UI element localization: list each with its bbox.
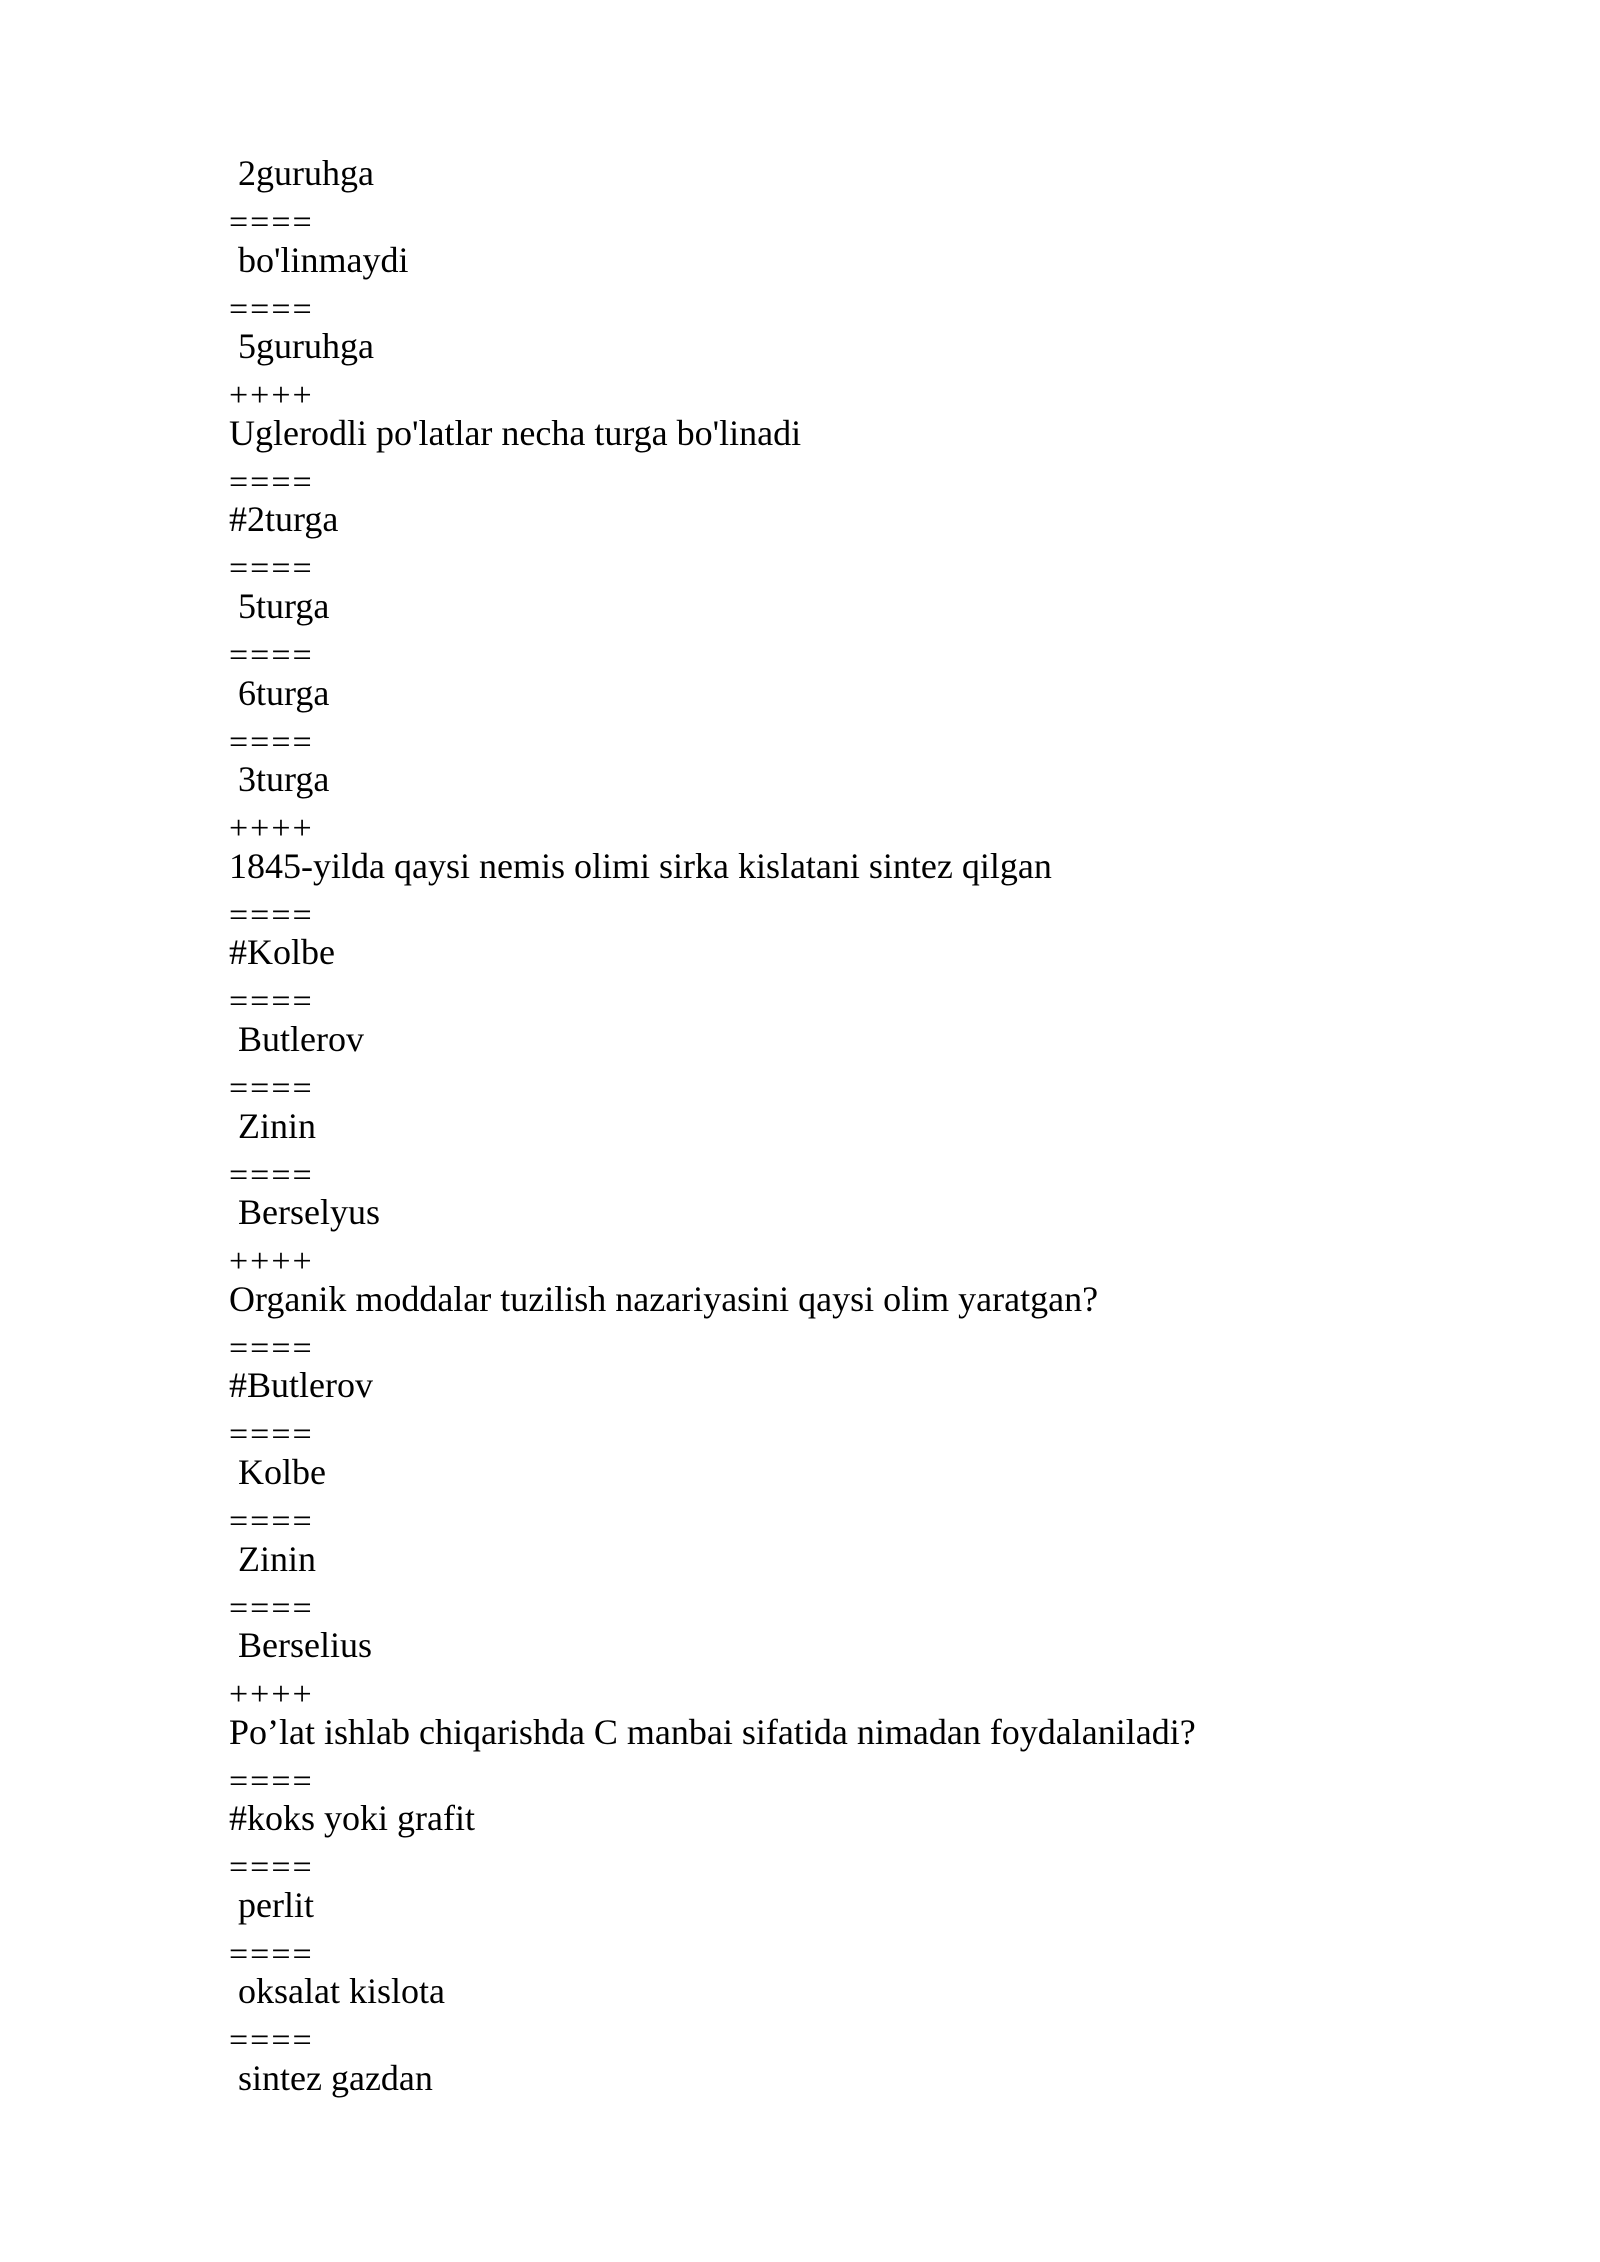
quiz-line-text: 5guruhga [229,326,374,367]
quiz-line-text: Uglerodli po'latlar necha turga bo'linadi [229,412,802,453]
quiz-line [229,1189,1479,1281]
quiz-line [229,670,1479,761]
option-separator: ==== [229,1502,314,1540]
quiz-line-text: #Kolbe [229,932,335,973]
quiz-line [229,1795,1479,1887]
quiz-text-body [229,150,1479,2142]
quiz-line [229,583,1479,674]
quiz-line [229,1882,1479,1973]
quiz-line-text: 6turga [229,672,330,713]
option-separator: ==== [229,1416,314,1454]
option-separator: ==== [229,463,314,501]
option-separator: ==== [229,290,314,328]
option-separator: ==== [229,983,314,1021]
quiz-line-text: #koks yoki grafit [229,1798,475,1839]
quiz-line [229,929,1479,1021]
quiz-line [229,323,1479,415]
option-separator: ==== [229,1069,314,1107]
option-separator: ==== [229,1329,314,1367]
quiz-line-text: Zinin [229,1538,316,1579]
quiz-line-text: Berselius [229,1625,372,1666]
option-separator: ==== [229,723,314,761]
quiz-line [229,1536,1479,1627]
quiz-line-text: 2guruhga [229,153,374,193]
quiz-line-text: Butlerov [229,1018,364,1059]
quiz-line-text: Zinin [229,1105,316,1146]
option-separator: ==== [229,1589,314,1627]
question-separator: ++++ [229,377,314,415]
quiz-line-text: Berselyus [229,1192,380,1233]
quiz-line [229,1968,1479,2060]
option-separator: ==== [229,1156,314,1194]
quiz-line [229,843,1479,934]
quiz-line-text: Organik moddalar tuzilish nazariyasini qaysi olim yaratgan? [229,1278,1099,1319]
quiz-line [229,1622,1479,1714]
quiz-line [229,410,1479,501]
quiz-line-text: #Butlerov [229,1365,373,1406]
quiz-line [229,756,1479,848]
question-separator: ++++ [229,1243,314,1281]
option-separator: ==== [229,1935,314,1973]
option-separator: ==== [229,1849,314,1887]
quiz-line-text: #2turga [229,499,339,540]
quiz-line-text: Po’lat ishlab chiqarishda C manbai sifatida nimadan foydalaniladi? [229,1711,1196,1752]
quiz-line [229,1449,1479,1540]
option-separator: ==== [229,550,314,588]
quiz-line-text: 5turga [229,585,330,626]
quiz-line [229,1276,1479,1367]
quiz-line-text: 1845-yilda qaysi nemis olimi sirka kislatani sintez qilgan [229,845,1052,886]
quiz-line [229,1362,1479,1454]
quiz-line [229,1016,1479,1107]
question-separator: ++++ [229,1676,314,1714]
quiz-line-text: oksalat kislota [229,1971,445,2012]
option-separator: ==== [229,2022,314,2060]
quiz-line-text: bo'linmaydi [229,239,409,280]
option-separator: ==== [229,204,314,241]
quiz-line [229,1103,1479,1194]
quiz-line [229,150,1479,241]
option-separator: ==== [229,1762,314,1800]
quiz-line-text: sintez gazdan [229,2058,433,2099]
quiz-line [229,1709,1479,1800]
quiz-line-text: perlit [229,1884,314,1925]
option-separator: ==== [229,896,314,934]
quiz-line [229,2055,1479,2142]
quiz-line [229,496,1479,588]
quiz-line-text: 3turga [229,759,330,800]
question-separator: ++++ [229,810,314,848]
option-separator: ==== [229,636,314,674]
quiz-line [229,237,1479,328]
quiz-line-text: Kolbe [229,1451,326,1492]
